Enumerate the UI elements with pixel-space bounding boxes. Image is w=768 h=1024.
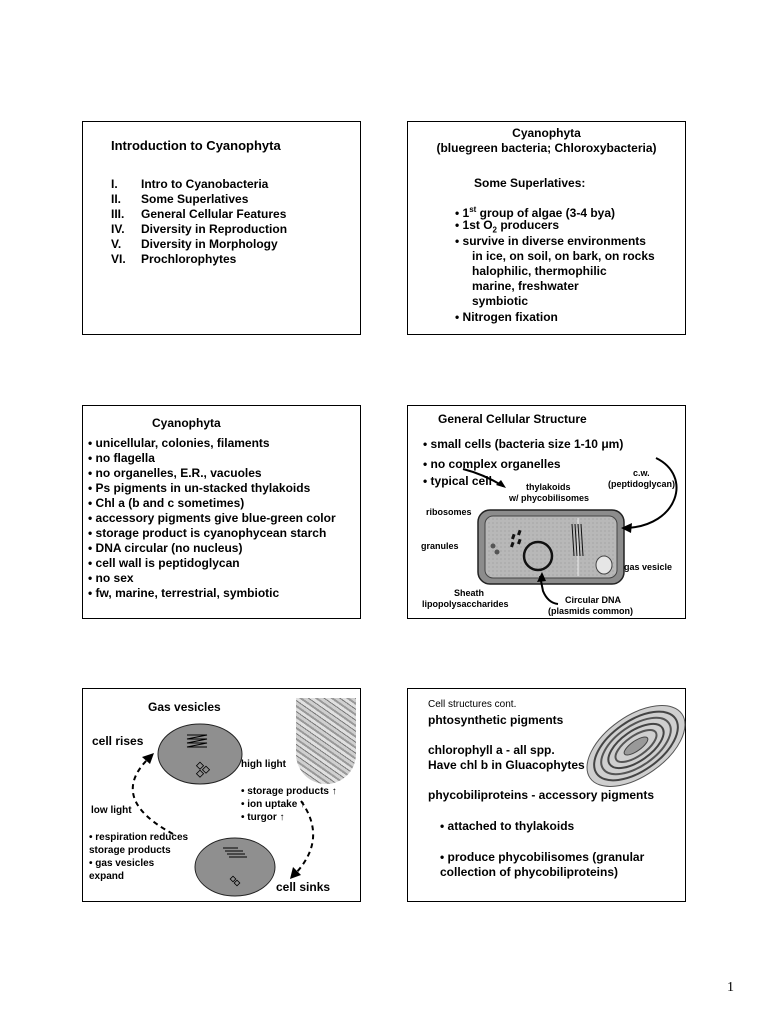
feature-list <box>88 436 336 601</box>
lipopolysaccharides-label: lipopolysaccharides <box>422 599 509 609</box>
slide-title: General Cellular Structure <box>438 412 587 426</box>
list-item: • gas vesicles <box>89 858 155 869</box>
upper-cell <box>158 724 242 784</box>
peptidoglycan-label: (peptidoglycan) <box>608 479 675 489</box>
list-item: expand <box>89 871 125 882</box>
list-item: • DNA circular (no nucleus) <box>88 541 243 555</box>
small-title: Cell structures cont. <box>428 699 517 710</box>
list-item: • respiration reduces <box>89 832 189 843</box>
gas-vesicle <box>596 556 612 574</box>
slide-intro <box>82 121 361 335</box>
low-light-effects <box>89 831 188 883</box>
list-item: • 1st group of algae (3-4 bya) <box>455 205 616 220</box>
granules-label: granules <box>421 541 459 551</box>
list-item: I. Intro to Cyanobacteria <box>111 177 269 191</box>
list-item: halophilic, thermophilic <box>472 264 607 278</box>
page-number: 1 <box>727 980 734 995</box>
list-item: • cell wall is peptidoglycan <box>88 556 240 570</box>
list-item: • ion uptake ↑ <box>241 799 306 810</box>
ribosomes-label: ribosomes <box>426 507 472 517</box>
list-item: • no sex <box>88 571 134 585</box>
list-item: • attached to thylakoids <box>440 819 575 833</box>
list-item: • no flagella <box>88 451 155 465</box>
list-item: • storage products ↑ <box>241 786 337 797</box>
slide-title: phtosynthetic pigments <box>428 713 564 727</box>
list-item: • typical cell <box>423 474 492 488</box>
list-item: • Chl a (b and c sometimes) <box>88 496 245 510</box>
micrograph-image <box>576 691 686 801</box>
list-item: • produce phycobilisomes (granular <box>440 850 645 864</box>
list-item: III. General Cellular Features <box>111 207 287 221</box>
list-item: • unicellular, colonies, filaments <box>88 436 270 450</box>
list-item: • no complex organelles <box>423 457 561 471</box>
list-item: • turgor ↑ <box>241 812 285 823</box>
list-item: symbiotic <box>472 294 529 308</box>
list-item: • fw, marine, terrestrial, symbiotic <box>88 586 280 600</box>
slide-cyanophyta-features <box>82 405 361 619</box>
high-light-label: high light <box>241 759 286 770</box>
plasmids-label: (plasmids common) <box>548 606 634 616</box>
list-item: V. Diversity in Morphology <box>111 237 278 251</box>
list-item: II. Some Superlatives <box>111 192 249 206</box>
slide-superlatives <box>407 121 686 335</box>
list-item: VI. Prochlorophytes <box>111 252 237 266</box>
list-item: storage products <box>89 845 171 856</box>
sheath-label: Sheath <box>454 588 485 598</box>
chlorophyll-line: chlorophyll a - all spp. <box>428 743 555 757</box>
section-heading: Some Superlatives: <box>474 176 586 190</box>
slide-cell-structure <box>407 405 686 619</box>
slide-title: Cyanophyta <box>512 126 581 140</box>
phycobilisomes-label: w/ phycobilisomes <box>509 493 590 503</box>
list-item: • storage product is cyanophycean starch <box>88 526 327 540</box>
list-item: marine, freshwater <box>472 279 579 293</box>
lower-cell <box>195 838 275 896</box>
gas-vesicle-label: gas vesicle <box>624 562 673 572</box>
list-item: • survive in diverse environments <box>455 234 646 248</box>
list-item: • Nitrogen fixation <box>455 310 558 324</box>
slide-subtitle: (bluegreen bacteria; Chloroxybacteria) <box>436 141 657 155</box>
cell-sinks-label: cell sinks <box>276 880 331 894</box>
chlorophyll-b-line: Have chl b in Gluacophytes <box>428 758 585 772</box>
slide-gas-vesicles <box>82 688 361 902</box>
thylakoids-label: thylakoids <box>526 482 571 492</box>
slide-title: Cyanophyta <box>152 416 221 430</box>
list-item: IV. Diversity in Reproduction <box>111 222 288 236</box>
cell-rises-label: cell rises <box>92 734 144 748</box>
list-item: • 1st $O_2$ producers <box>455 218 560 235</box>
outline-list <box>111 177 287 267</box>
micrograph-image <box>296 698 356 784</box>
circular-dna-label: Circular DNA <box>565 595 622 605</box>
slide-pigments <box>407 688 686 902</box>
list-item: • no organelles, E.R., vacuoles <box>88 466 262 480</box>
phycobiliproteins-heading: phycobiliproteins - accessory pigments <box>428 788 655 802</box>
high-light-effects <box>241 785 337 824</box>
list-item: collection of phycobiliproteins) <box>440 865 619 879</box>
list-item: • accessory pigments give blue-green color <box>88 511 336 525</box>
low-light-label: low light <box>91 805 132 816</box>
slide-title: Gas vesicles <box>148 700 221 714</box>
list-item: in ice, on soil, on bark, on rocks <box>472 249 655 263</box>
cw-label: c.w. <box>633 468 650 478</box>
slide-title: Introduction to Cyanophyta <box>111 138 281 153</box>
list-item: • Ps pigments in un-stacked thylakoids <box>88 481 311 495</box>
list-item: • small cells (bacteria size 1-10 μm) <box>423 437 624 451</box>
